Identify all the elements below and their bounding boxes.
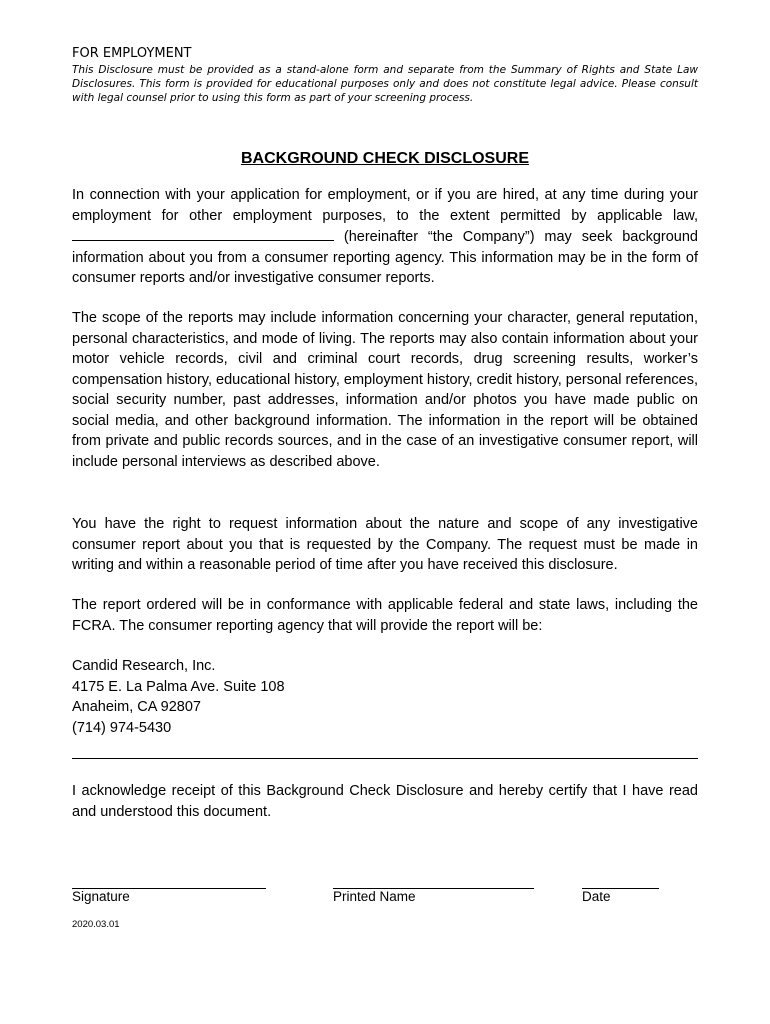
paragraph-1 (72, 185, 698, 289)
paragraph-3: You have the right to request information about the nature and scope of any investigative consumer report about you that is requested by the Company. The request must be made in writing and within a reasonable period of time after you have received this disclosure. (72, 516, 698, 573)
agency-city: Anaheim, CA 92807 (72, 699, 201, 715)
signature-label: Signature (72, 889, 130, 904)
version-number: 2020.03.01 (72, 919, 120, 930)
agency-street: 4175 E. La Palma Ave. Suite 108 (72, 678, 285, 695)
company-name-blank[interactable] (72, 226, 334, 241)
agency-name: Candid Research, Inc. (72, 658, 216, 674)
date-label: Date (582, 889, 611, 904)
agency-phone: (714) 974-5430 (72, 719, 172, 736)
document-title: BACKGROUND CHECK DISCLOSURE (240, 150, 529, 167)
paragraph-1-intro: In connection with your application for employment, or if you are hired, at any time during your employment for other employment purposes, to the extent permitted by applicable law, (72, 187, 698, 224)
header-note: This Disclosure must be provided as a stand-alone form and separate from the Summary of Rights and State Law Disclosures. This form is provided for educational purposes only and does not constitute legal advice. Please consult with legal counsel prior to using this form as part of your screening process. (72, 64, 698, 104)
acknowledgment-text: I acknowledge receipt of this Background Check Disclosure and hereby certify that I have read and understood this document. (72, 783, 698, 820)
section-divider (72, 758, 698, 759)
agency-address (72, 656, 285, 738)
paragraph-2: The scope of the reports may include information concerning your character, general reputation, personal characteristics, and mode of living. The reports may also contain information about your motor vehicle records, civil and criminal court records, drug screening results, worker’s compensation history, educational history, employment history, credit history, personal references, social security number, past addresses, information and/or photos you have made public on social media, and other background information. The information in the report will be obtained from private and public records sources, and in the case of an investigative consumer report, will include personal interviews as described above. (72, 310, 698, 470)
printed-name-label: Printed Name (333, 889, 416, 904)
paragraph-4: The report ordered will be in conformance with applicable federal and state laws, including the FCRA. The consumer reporting agency that will provide the report will be: (72, 597, 698, 634)
paragraph-1-rest: (hereinafter “the Company”) may seek background information about you from a consumer reporting agency. This information may be in the form of consumer reports and/or investigative consumer reports. (72, 229, 698, 286)
header-label: FOR EMPLOYMENT (72, 46, 192, 61)
